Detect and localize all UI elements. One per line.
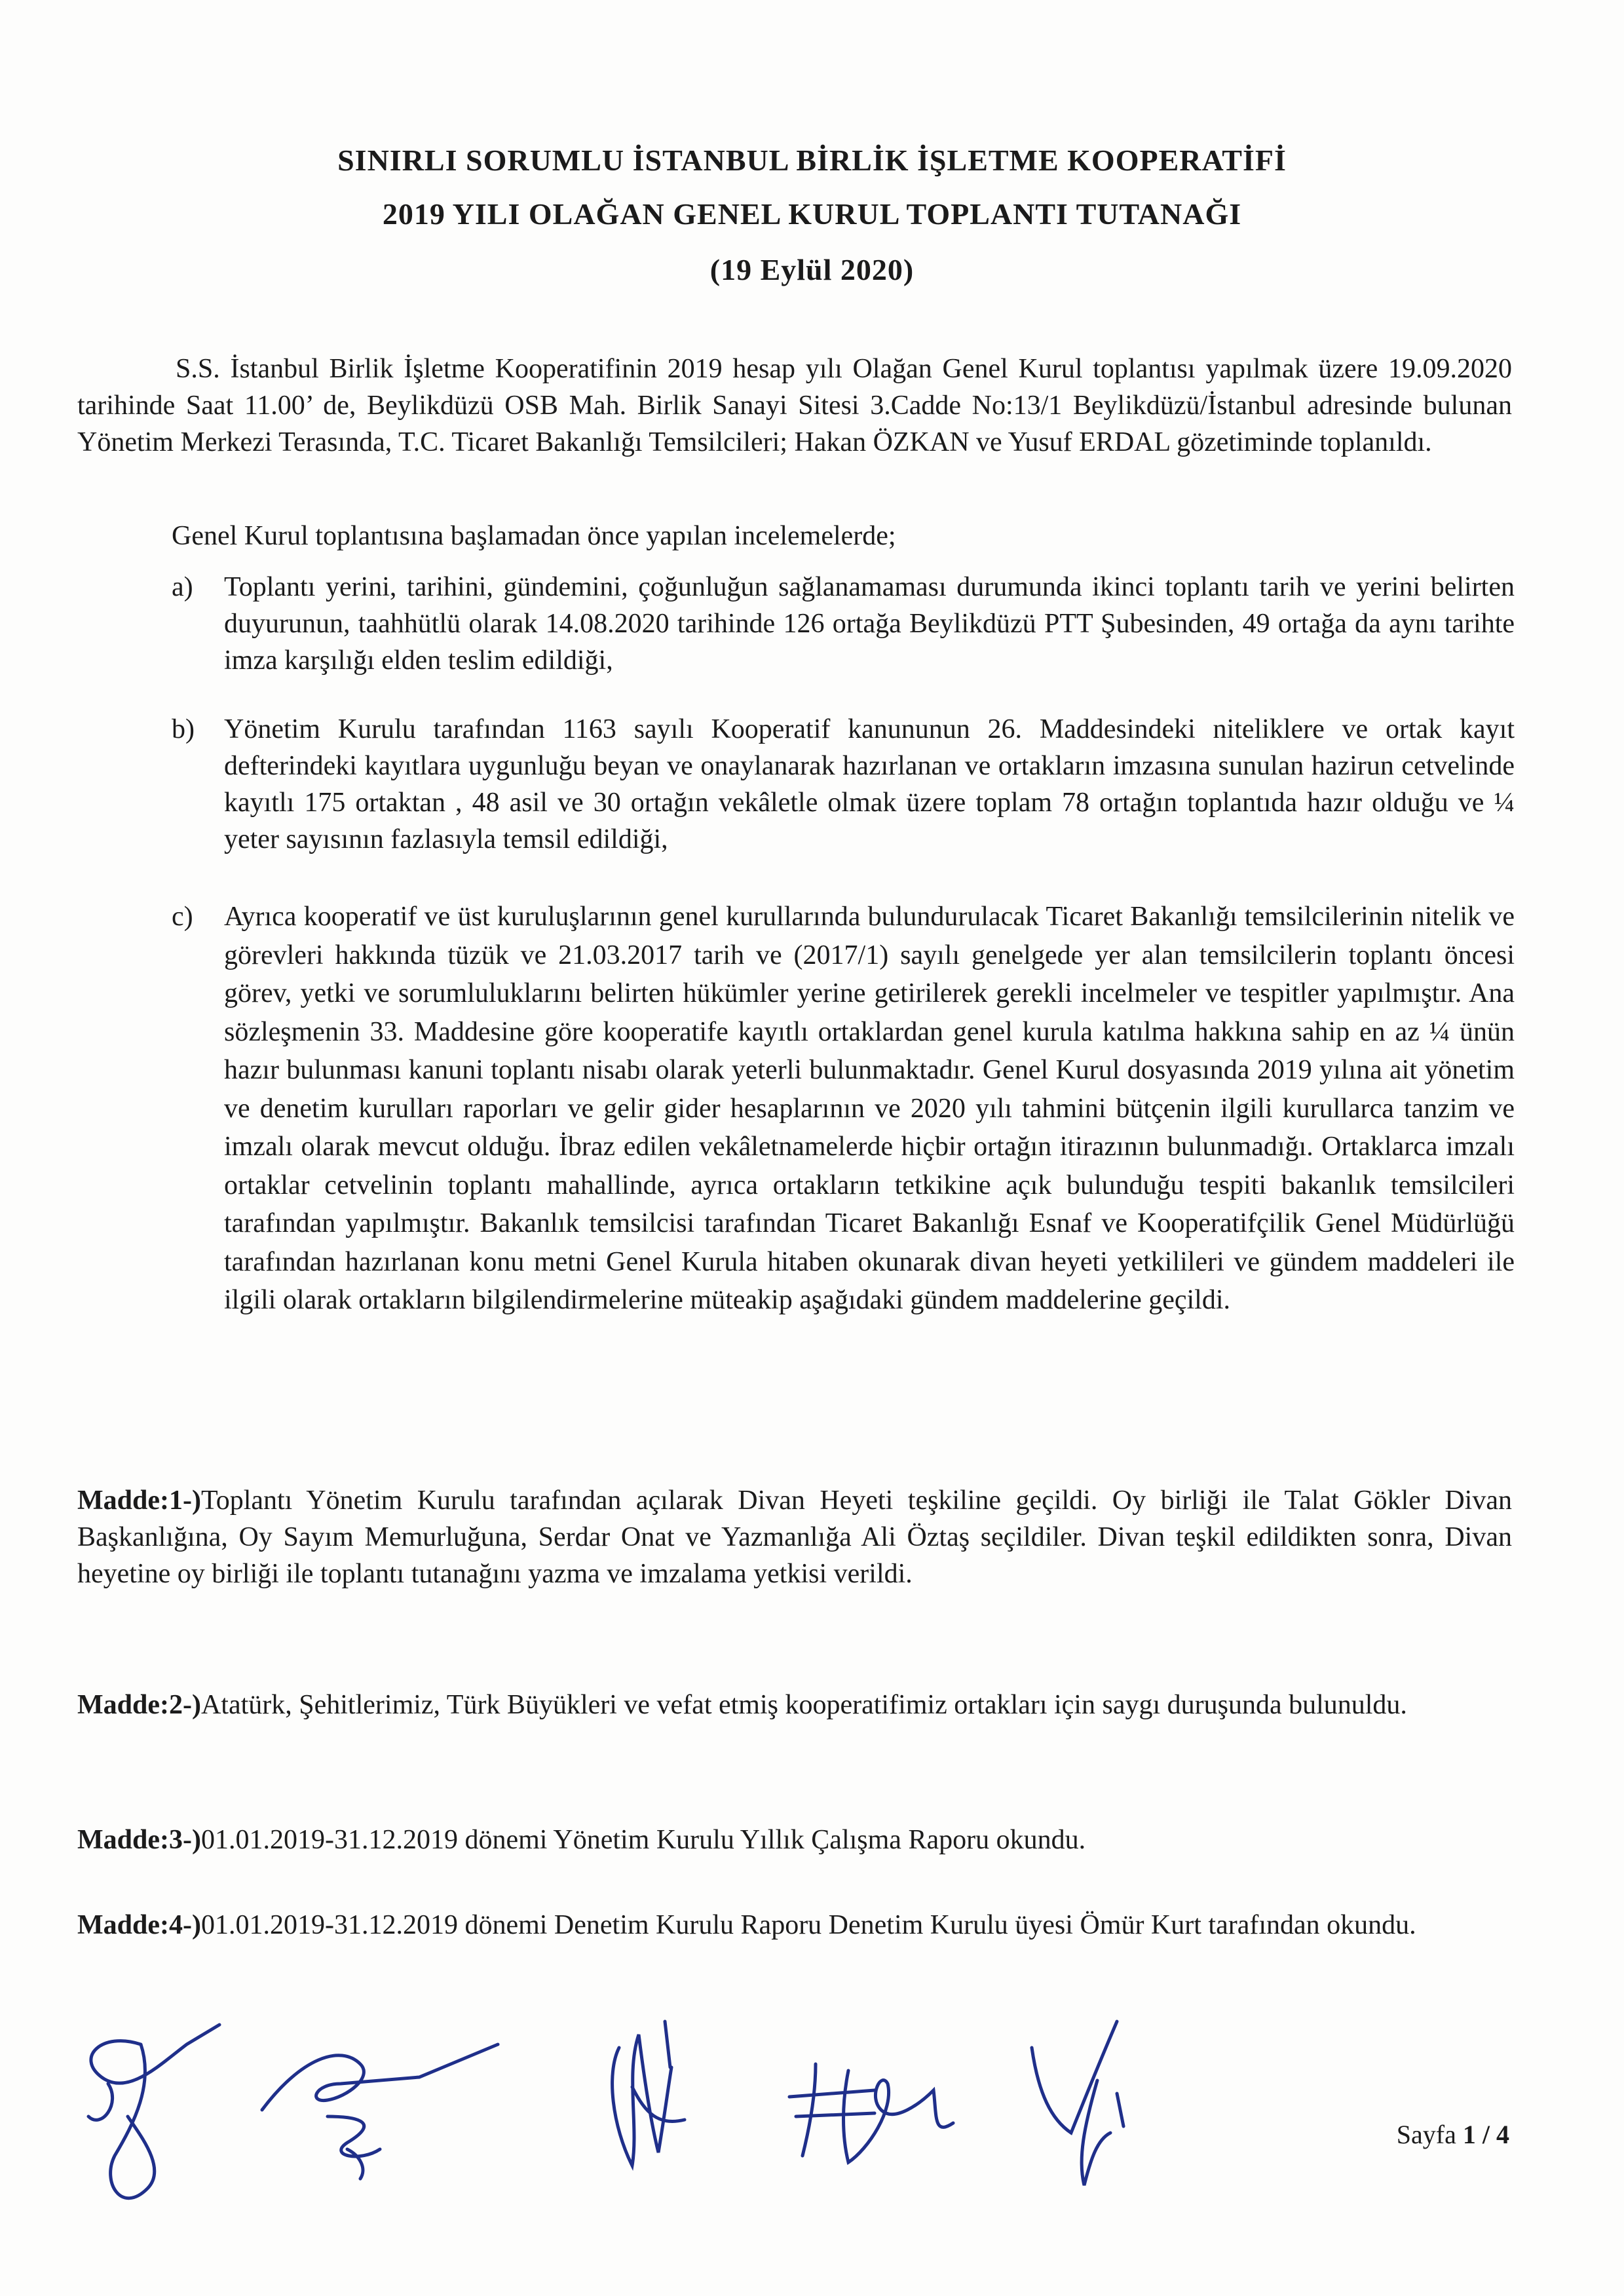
document-title-minutes: 2019 YILI OLAĞAN GENEL KURUL TOPLANTI TUTANAĞI xyxy=(382,197,1242,231)
signature-1 xyxy=(62,2005,233,2221)
inspection-item-a xyxy=(172,569,1515,679)
agenda-item-3 xyxy=(77,1822,1512,1858)
inspection-lead: Genel Kurul toplantısına başlamadan önce yapılan incelemelerde; xyxy=(172,521,896,551)
agenda-label: Madde:4-) xyxy=(77,1910,201,1940)
item-text: Yönetim Kurulu tarafından 1163 sayılı Kooperatif kanununun 26. Maddesindeki niteliklere ve ortak kayıt defterindeki kayıtlara uygunluğu beyan ve onaylanarak hazırlanan ve ortakların imzasına sunulan hazirun cetvelinde kayıtlı 175 ortaktan , 48 asil ve 30 ortağın vekâletle olmak üzere toplam 78 ortağın toplantıda hazır olduğu ve ¼ yeter sayısının fazlasıyla temsil edildiği, xyxy=(224,714,1515,854)
item-text: Toplantı yerini, tarihini, gündemini, çoğunluğun sağlanamaması durumunda ikinci toplantı tarih ve yerini belirten duyurunun, taahhütlü olarak 14.08.2020 tarihinde 126 ortağa Beylikdüzü PTT Şubesinden, 49 ortağa da aynı tarihte imza karşılığı elden teslim edildiği, xyxy=(224,572,1515,676)
agenda-label: Madde:2-) xyxy=(77,1690,201,1720)
item-text: Ayrıca kooperatif ve üst kuruluşlarının genel kurullarında bulundurulacak Ticaret Bakanlığı temsilcilerinin nitelik ve görevleri hakkında tüzük ve 21.03.2017 tarih ve (2017/1) sayılı genelgede yer alan temsilcilerin toplantı öncesi görev, yetki ve sorumluluklarını belirten hükümler yerine getirilerek gerekli incelmeler ve tespitler yapılmıştır. Ana sözleşmenin 33. Maddesine göre kooperatife kayıtlı ortaklardan genel kurula katılma hakkına sahip en az ¼ ünün hazır bulunması kanuni toplantı nisabı olarak yeterli bulunmaktadır. Genel Kurul dosyasında 2019 yılına ait yönetim ve denetim kurulları raporları ve gelir gider hesaplarının ve 2020 yılı tahmini bütçenin ilgili kurullarca tanzim ve imzalı olarak mevcut olduğu. İbraz edilen vekâletnamelerde hiçbir ortağın itirazının bulunmadığı. Ortaklarca imzalı ortaklar cetvelinin toplantı mahallinde, ayrıca ortakların tetkikine açık bulunduğu tespiti bakanlık temsilcileri tarafından yapılmıştır. Bakanlık temsilcisi tarafından Ticaret Bakanlığı Esnaf ve Kooperatifçilik Genel Müdürlüğü tarafından hazırlanan konu metni Genel Kurula hitaben okunarak divan heyeti yetkilileri ve gündem maddeleri ile ilgili olarak ortakların bilgilendirmelerine müteakip aşağıdaki gündem maddelerine geçildi. xyxy=(224,902,1515,1315)
page-label: Sayfa xyxy=(1396,2120,1456,2149)
signature-2 xyxy=(249,2018,524,2182)
agenda-label: Madde:3-) xyxy=(77,1825,201,1855)
inspection-item-b xyxy=(172,711,1515,858)
item-marker: c) xyxy=(172,902,193,932)
agenda-text: Atatürk, Şehitlerimiz, Türk Büyükleri ve vefat etmiş kooperatifimiz ortakları için saygı duruşunda bulunuldu. xyxy=(200,1690,1407,1720)
page-count: 1 / 4 xyxy=(1462,2120,1509,2149)
agenda-text: Toplantı Yönetim Kurulu tarafından açılarak Divan Heyeti teşkiline geçildi. Oy birliği ile Talat Gökler Divan Başkanlığına, Oy Sayım Memurluğuna, Serdar Onat ve Yazmanlığa Ali Öztaş seçildiler. Divan teşkil edildikten sonra, Divan heyetine oy birliği ile toplantı tutanağını yazma ve imzalama yetkisi verildi. xyxy=(77,1485,1512,1589)
agenda-item-1 xyxy=(77,1482,1512,1592)
item-marker: a) xyxy=(172,572,193,602)
signature-4 xyxy=(776,2044,966,2175)
page-number xyxy=(1397,2119,1509,2150)
intro-paragraph: S.S. İstanbul Birlik İşletme Kooperatifinin 2019 hesap yılı Olağan Genel Kurul toplantısı yapılmak üzere 19.09.2020 tarihinde Saat 11.00’ de, Beylikdüzü OSB Mah. Birlik Sanayi Sitesi 3.Cadde No:13/1 Beylikdüzü/İstanbul adresinde bulunan Yönetim Merkezi Terasında, T.C. Ticaret Bakanlığı Temsilcileri; Hakan ÖZKAN ve Yusuf ERDAL gözetiminde toplanıldı. xyxy=(77,354,1512,457)
item-marker: b) xyxy=(172,714,195,744)
signature-3 xyxy=(593,1995,698,2192)
agenda-text: 01.01.2019-31.12.2019 dönemi Denetim Kurulu Raporu Denetim Kurulu üyesi Ömür Kurt tarafından okundu. xyxy=(200,1910,1416,1940)
agenda-item-2 xyxy=(77,1687,1512,1723)
document-title-cooperative: SINIRLI SORUMLU İSTANBUL BİRLİK İŞLETME KOOPERATİFİ xyxy=(337,144,1287,177)
inspection-item-c xyxy=(172,898,1515,1320)
signature-5 xyxy=(1019,2008,1150,2192)
agenda-label: Madde:1-) xyxy=(77,1485,201,1516)
agenda-text: 01.01.2019-31.12.2019 dönemi Yönetim Kurulu Yıllık Çalışma Raporu okundu. xyxy=(200,1825,1086,1855)
document-date: (19 Eylül 2020) xyxy=(709,253,915,286)
agenda-item-4 xyxy=(77,1907,1512,1943)
